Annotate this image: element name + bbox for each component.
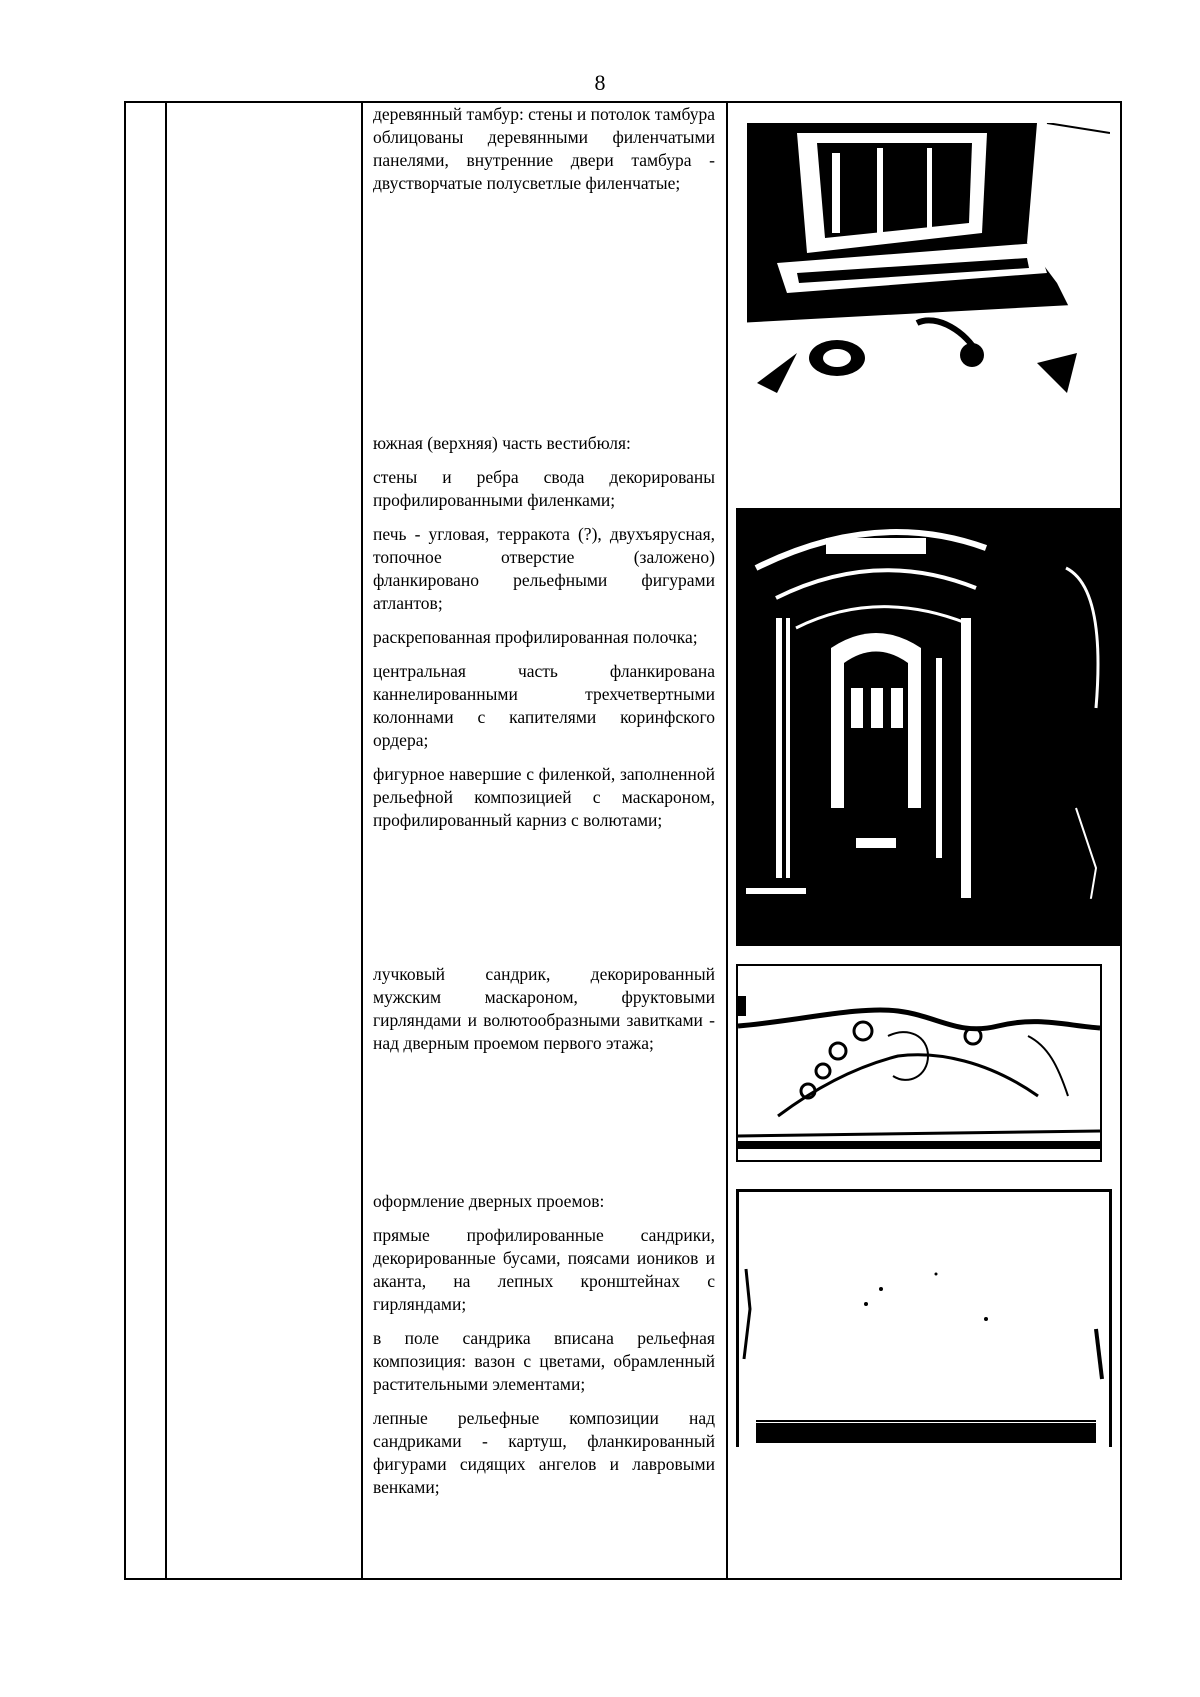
table-column-divider (165, 101, 167, 1580)
sandrik-mascaron-photo (736, 964, 1102, 1162)
table-column-divider (361, 101, 363, 1580)
description-paragraph: лучковый сандрик, декорированный мужским маскароном, фруктовыми гирляндами и волютообразными завитками - над дверным проемом первого этажа; (373, 964, 715, 1053)
description-paragraph: лепные рельефные композиции над сандриками - картуш, фланкированный фигурами сидящих ангелов и лавровыми венками; (373, 1408, 715, 1497)
description-paragraph: деревянный тамбур: стены и потолок тамбура облицованы деревянными филенчатыми панелями, внутренние двери тамбура - двустворчатые полусветлые филенчатые; (373, 104, 715, 193)
vestibule-tambour-ceiling-photo (737, 123, 1110, 406)
description-paragraph: южная (верхняя) часть вестибюля: (373, 433, 631, 453)
description-paragraph: раскрепованная профилированная полочка; (373, 627, 698, 647)
description-cell-south-vestibule (373, 432, 715, 843)
description-paragraph: печь - угловая, терракота (?), двухъярусная, топочное отверстие (заложено) фланкировано рельефными фигурами атлантов; (373, 524, 715, 613)
description-paragraph: стены и ребра свода декорированы профилированными филенками; (373, 467, 715, 510)
description-paragraph: оформление дверных проемов: (373, 1191, 605, 1211)
description-paragraph: центральная часть фланкирована каннелированными трехчетвертными колоннами с капителями коринфского ордера; (373, 661, 715, 750)
door-openings-photo (736, 1189, 1112, 1447)
description-paragraph: в поле сандрика вписана рельефная композиция: вазон с цветами, обрамленный растительными элементами; (373, 1328, 715, 1394)
description-paragraph: фигурное навершие с филенкой, заполненной рельефной композицией с маскароном, профилированный карниз с волютами; (373, 764, 715, 830)
vestibule-south-part-photo (736, 508, 1121, 946)
table-column-divider (726, 101, 728, 1580)
description-cell-sandrik (373, 963, 715, 1066)
description-paragraph: прямые профилированные сандрики, декорированные бусами, поясами иоников и аканта, на лепных кронштейнах с гирляндами; (373, 1225, 715, 1314)
description-cell-door-openings (373, 1190, 715, 1510)
page-number: 8 (594, 70, 606, 95)
description-cell-tambour (373, 103, 715, 206)
